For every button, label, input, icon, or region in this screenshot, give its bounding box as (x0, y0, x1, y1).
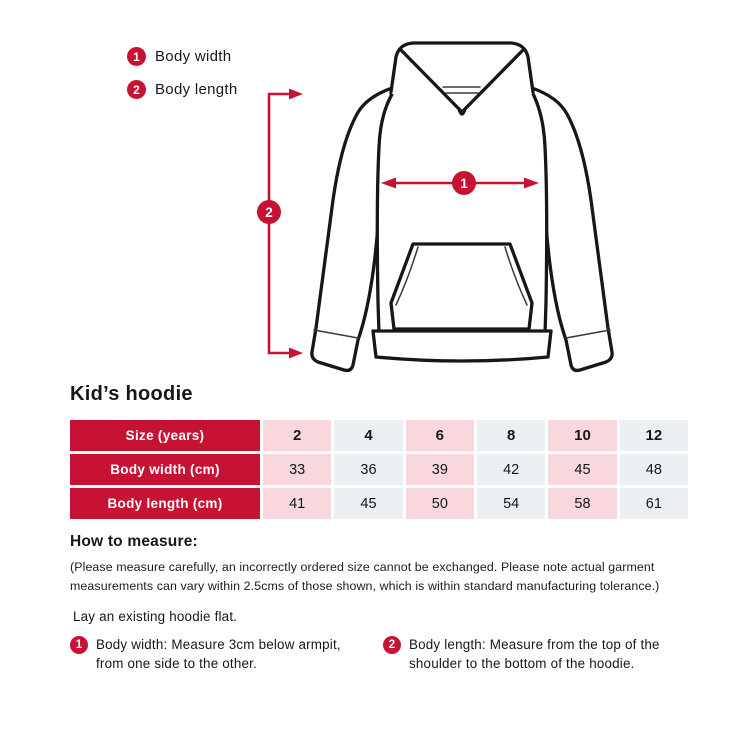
step-text-body-length: Body length: Measure from the top of the shoulder to the bottom of the hoodie. (409, 636, 660, 671)
size-table (70, 420, 688, 519)
table-cell: 8 (477, 420, 545, 451)
table-cell: 45 (548, 454, 616, 485)
how-to-measure-heading: How to measure: (70, 533, 198, 550)
table-header-body-length: Body length (cm) (70, 488, 260, 519)
width-badge: 1 (460, 176, 468, 191)
table-cell: 50 (406, 488, 474, 519)
table-cell: 6 (406, 420, 474, 451)
table-cell: 33 (263, 454, 331, 485)
step-badge-1: 1 (70, 636, 88, 654)
pocket (391, 244, 532, 329)
step-body-length (383, 635, 675, 673)
table-header-body-width: Body width (cm) (70, 454, 260, 485)
length-badge: 2 (265, 205, 273, 220)
table-cell: 10 (548, 420, 616, 451)
step-text-body-width: Body width: Measure 3cm below armpit, from one side to the other. (96, 636, 341, 671)
page-title: Kid’s hoodie (70, 383, 193, 405)
table-cell: 41 (263, 488, 331, 519)
legend-badge-1: 1 (127, 47, 146, 66)
body-length-arrow (257, 89, 303, 359)
legend-label-body-length: Body length (155, 81, 238, 98)
table-cell: 54 (477, 488, 545, 519)
table-cell: 12 (620, 420, 688, 451)
table-header-size: Size (years) (70, 420, 260, 451)
table-cell: 4 (334, 420, 402, 451)
table-cell: 48 (620, 454, 688, 485)
legend (127, 47, 238, 99)
table-cell: 39 (406, 454, 474, 485)
table-cell: 58 (548, 488, 616, 519)
measure-steps (70, 635, 692, 673)
measure-intro: Lay an existing hoodie flat. (73, 608, 238, 624)
table-cell: 61 (620, 488, 688, 519)
measure-disclaimer: (Please measure carefully, an incorrectly ordered size cannot be exchanged. Please note actual garment measurements can vary within 2.5cms of those shown, which is within standard manufacturing tolerance.) (70, 560, 660, 593)
table-cell: 45 (334, 488, 402, 519)
hood-fill (390, 42, 534, 109)
legend-badge-2: 2 (127, 80, 146, 99)
table-cell: 2 (263, 420, 331, 451)
how-to-measure-section (70, 533, 692, 673)
legend-item-body-width (127, 47, 238, 66)
step-body-width (70, 635, 383, 673)
legend-label-body-width: Body width (155, 48, 232, 65)
step-badge-2: 2 (383, 636, 401, 654)
hem-band (373, 331, 551, 361)
legend-item-body-length (127, 80, 238, 99)
table-cell: 36 (334, 454, 402, 485)
table-cell: 42 (477, 454, 545, 485)
